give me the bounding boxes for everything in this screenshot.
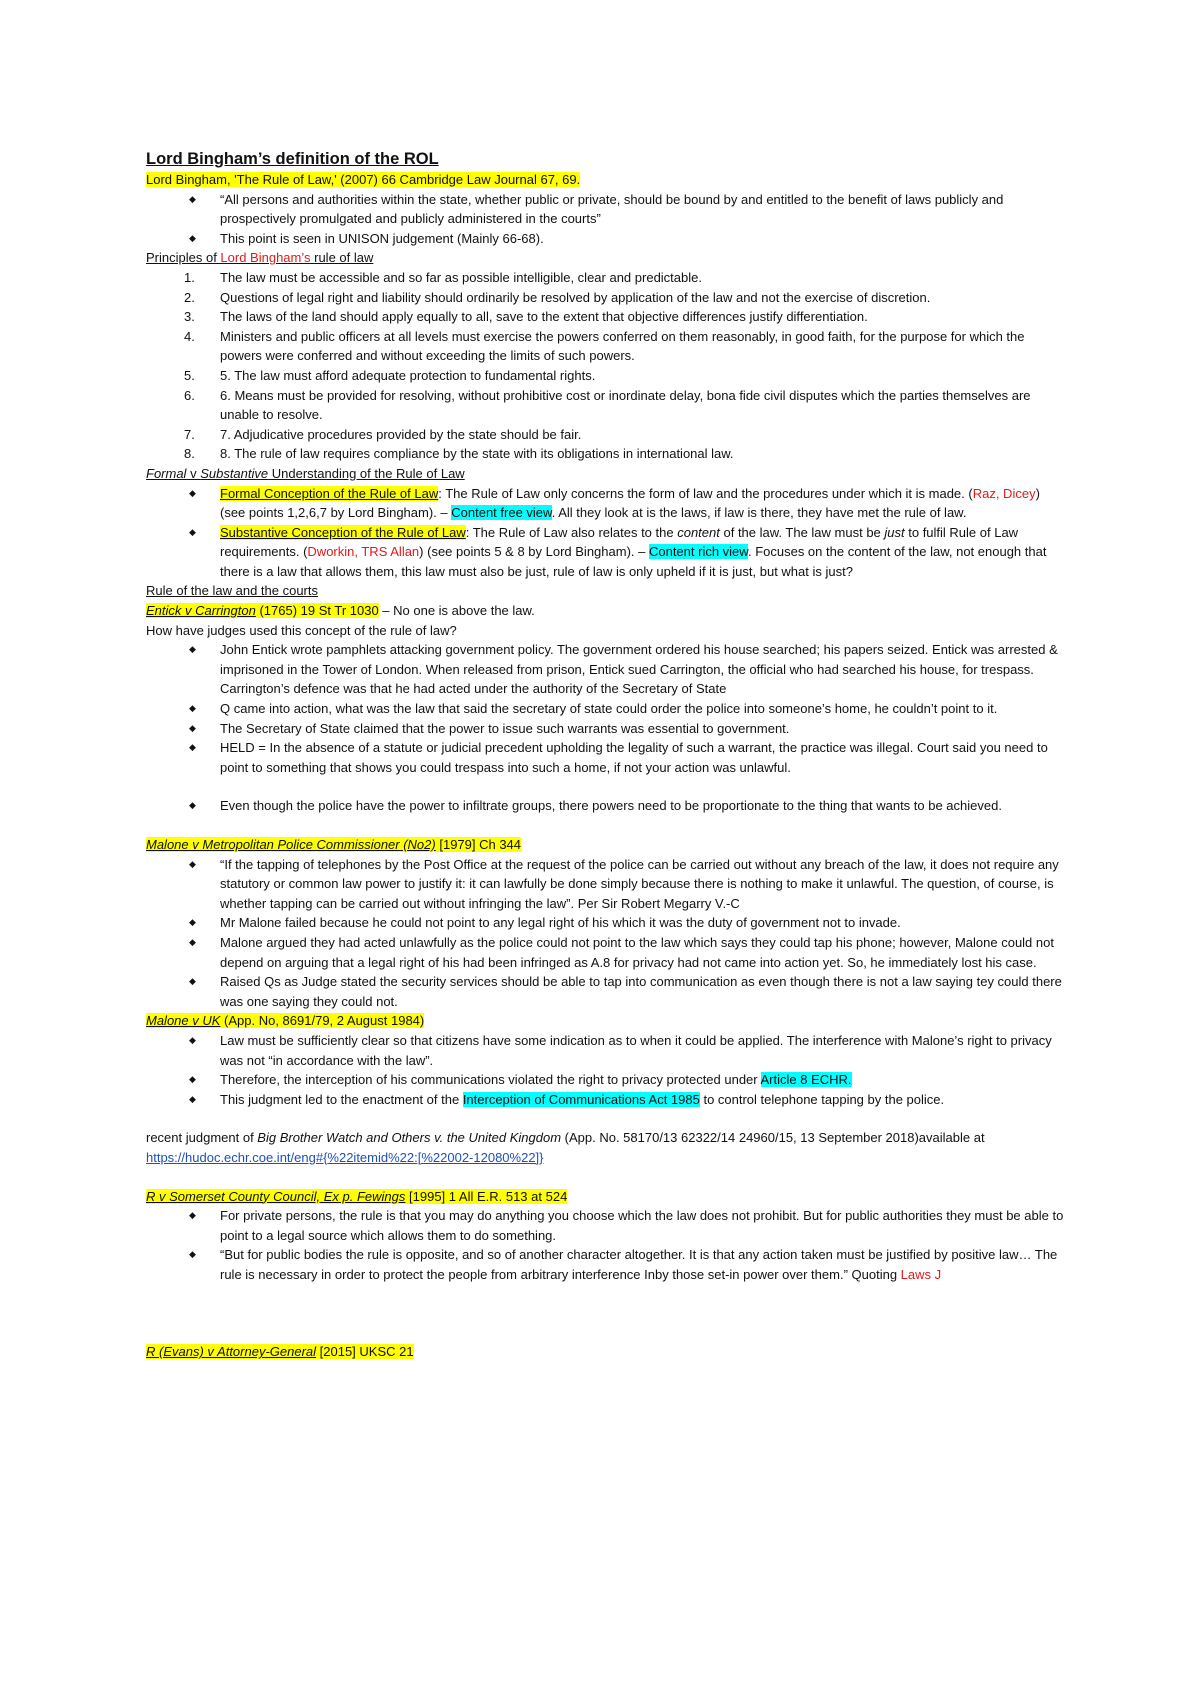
list-item: 8. 8. The rule of law requires compliance by the state with its obligations in international law. xyxy=(184,446,734,462)
entick-case-heading: Entick v Carrington (1765) 19 St Tr 1030 – No one is above the law. xyxy=(146,603,535,619)
list-item: ◆ Even though the police have the power to infiltrate groups, there powers need to be proportionate to the thing that wants to be achieved. xyxy=(146,796,1066,816)
list-item: ◆ Q came into action, what was the law that said the secretary of state could order the police into someone’s home, he couldn’t point to it. xyxy=(146,699,1066,719)
list-item: ◆ Law must be sufficiently clear so that citizens have some indication as to when it could be applied. The interference with Malone’s right to privacy was not “in accordance with the law”. xyxy=(146,1031,1066,1070)
bingham-bullets xyxy=(146,190,1066,249)
hudoc-link[interactable]: https://hudoc.echr.coe.int/eng#{%22itemid%22:[%22002-12080%22]} xyxy=(146,1149,544,1165)
courts-heading: Rule of the law and the courts xyxy=(146,583,318,599)
principles-heading: Principles of Lord Bingham’s rule of law xyxy=(146,250,374,266)
list-item: 2. Questions of legal right and liability should ordinarily be resolved by application of the law and not the exercise of discretion. xyxy=(184,289,931,305)
list-item: ◆ “But for public bodies the rule is opposite, and so of another character altogether. It is that any action taken must be justified by positive law… The rule is necessary in order to protect the people from arbitrary interference Inby those set-in power over them.” Quoting Laws J xyxy=(146,1245,1066,1284)
list-item: ◆ For private persons, the rule is that you may do anything you choose which the law does not prohibit. But for public authorities they must be able to point to a legal source which allows them to do something. xyxy=(146,1206,1066,1245)
bingham-reference: Lord Bingham, 'The Rule of Law,' (2007) 66 Cambridge Law Journal 67, 69. xyxy=(146,172,581,187)
malone-bullets xyxy=(146,855,1066,1012)
list-item: ◆ Malone argued they had acted unlawfully as the police could not point to the law which says they could tap his phone; however, Malone could not depend on arguing that a legal right of his had been infringed as A.8 for privacy had not came into action yet. So, he immediately lost his case. xyxy=(146,933,1066,972)
list-item: ◆ This judgment led to the enactment of the Interception of Communications Act 1985 to control telephone tapping by the police. xyxy=(146,1090,1066,1110)
malone-case-heading: Malone v Metropolitan Police Commissioner (No2) [1979] Ch 344 xyxy=(146,837,522,852)
list-item: ◆ Mr Malone failed because he could not point to any legal right of his which it was the duty of government not to invade. xyxy=(146,913,1066,933)
document-page xyxy=(146,148,1066,1362)
list-item: ◆ “All persons and authorities within the state, whether public or private, should be bound by and entitled to the benefit of laws publicly and prospectively promulgated and publicly administered in the courts” xyxy=(146,190,1066,229)
entick-question: How have judges used this concept of the rule of law? xyxy=(146,622,457,638)
evans-case-heading: R (Evans) v Attorney-General [2015] UKSC 21 xyxy=(146,1344,414,1360)
list-item: ◆ The Secretary of State claimed that the power to issue such warrants was essential to government. xyxy=(146,719,1066,739)
page-title: Lord Bingham’s definition of the ROL xyxy=(146,150,439,168)
big-brother-paragraph: recent judgment of Big Brother Watch and Others v. the United Kingdom (App. No. 58170/13 62322/14 24960/15, 13 September 2018)available at https://hudoc.echr.coe.int/eng#{%22itemid%22:[%22002-12080%22]} xyxy=(146,1130,985,1165)
list-item: 4. Ministers and public officers at all levels must exercise the powers conferred on them reasonably, in good faith, for the purpose for which the powers were conferred and without exceeding the limits of such powers. xyxy=(184,328,1025,364)
list-item: ◆ John Entick wrote pamphlets attacking government policy. The government ordered his house searched; his papers seized. Entick was arrested & imprisoned in the Tower of London. When released from prison, Entick sued Carrington, the official who had searched his house, for trespass. Carrington’s defence was that he had acted under the authority of the Secretary of State xyxy=(146,640,1066,699)
list-item: 7. 7. Adjudicative procedures provided by the state should be fair. xyxy=(184,426,582,442)
list-item: ◆ This point is seen in UNISON judgement (Mainly 66-68). xyxy=(146,229,1066,249)
malone-uk-heading: Malone v UK (App. No, 8691/79, 2 August 1984) xyxy=(146,1013,425,1029)
fewings-case-heading: R v Somerset County Council, Ex p. Fewings [1995] 1 All E.R. 513 at 524 xyxy=(146,1188,568,1204)
list-item: 6. 6. Means must be provided for resolving, without prohibitive cost or inordinate delay, bona fide civil disputes which the parties themselves are unable to resolve. xyxy=(184,387,1031,423)
list-item: 1. The law must be accessible and so far as possible intelligible, clear and predictable. xyxy=(184,269,702,285)
list-item: ◆ Raised Qs as Judge stated the security services should be able to tap into communication as even though there is not a law saying tey could there was one saying they could not. xyxy=(146,972,1066,1011)
list-item: ◆ HELD = In the absence of a statute or judicial precedent upholding the legality of such a warrant, the practice was illegal. Court said you need to point to something that shows you could trespass into such a home, if not your action was unlawful. xyxy=(146,738,1066,777)
list-item: ◆ Therefore, the interception of his communications violated the right to privacy protected under Article 8 ECHR. xyxy=(146,1070,1066,1090)
malone-uk-bullets xyxy=(146,1031,1066,1109)
entick-bullets xyxy=(146,640,1066,777)
list-item-formal: ◆ Formal Conception of the Rule of Law: The Rule of Law only concerns the form of law and the procedures under which it is made. (Raz, Dicey) (see points 1,2,6,7 by Lord Bingham). – Content free view. All they look at is the laws, if law is there, they have met the rule of law. xyxy=(146,484,1066,523)
list-item: 3. The laws of the land should apply equally to all, save to the extent that objective differences justify differentiation. xyxy=(184,309,868,325)
formal-vs-substantive-heading: Formal v Substantive Understanding of the Rule of Law xyxy=(146,465,465,481)
fewings-bullets xyxy=(146,1206,1066,1284)
conception-bullets xyxy=(146,484,1066,582)
principles-list xyxy=(146,268,1066,464)
list-item: 5. 5. The law must afford adequate protection to fundamental rights. xyxy=(184,367,596,383)
list-item-substantive: ◆ Substantive Conception of the Rule of Law: The Rule of Law also relates to the content of the law. The law must be just to fulfil Rule of Law requirements. (Dworkin, TRS Allan) (see points 5 & 8 by Lord Bingham). – Content rich view. Focuses on the content of the law, not enough that there is a law that allows them, this law must also be just, rule of law is only upheld if it is just, but what is just? xyxy=(146,523,1066,582)
list-item: ◆ “If the tapping of telephones by the Post Office at the request of the police can be carried out without any breach of the law, it does not require any statutory or common law power to justify it: it can lawfully be done simply because there is nothing to make it unlawful. The question, of course, is whether tapping can be carried out without infringing the law”. Per Sir Robert Megarry V.-C xyxy=(146,855,1066,914)
